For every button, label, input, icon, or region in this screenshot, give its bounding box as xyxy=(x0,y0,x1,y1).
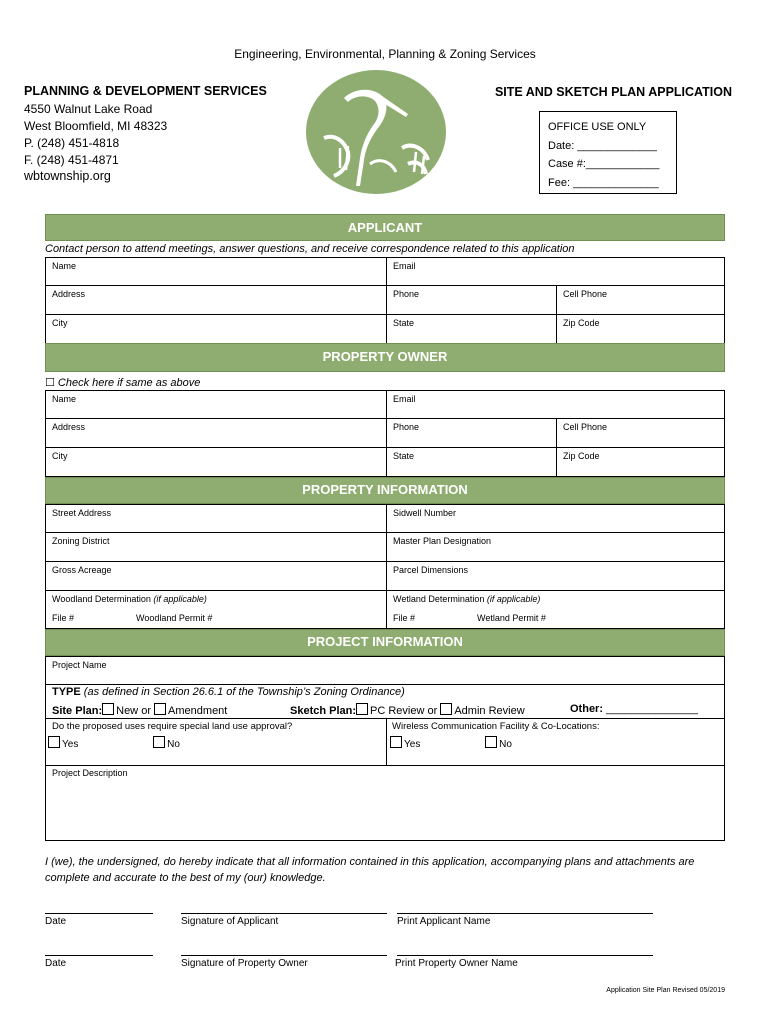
type-note: (as defined in Section 26.6.1 of the Township’s Zoning Ordinance) xyxy=(83,686,405,698)
section-property-owner: PROPERTY OWNER xyxy=(45,343,725,372)
special-use-options xyxy=(48,736,180,750)
address-line-1: 4550 Walnut Lake Road xyxy=(24,102,153,116)
zoning-district-field[interactable] xyxy=(46,533,386,561)
wireless-no-checkbox[interactable] xyxy=(485,736,497,748)
property-row-3 xyxy=(45,562,725,591)
admin-review-label: Admin Review xyxy=(454,705,525,717)
applicant-row-city xyxy=(45,315,725,344)
website-line: wbtownship.org xyxy=(24,169,111,183)
phone-line: P. (248) 451-4818 xyxy=(24,136,120,150)
owner-email-field[interactable] xyxy=(386,391,724,418)
zoning-district-label: Zoning District xyxy=(52,536,110,546)
owner-email-label: Email xyxy=(393,394,416,404)
section-property-information: PROPERTY INFORMATION xyxy=(45,477,725,504)
applicant-address-field[interactable] xyxy=(46,286,386,314)
sidwell-number-label: Sidwell Number xyxy=(393,508,457,518)
master-plan-field[interactable] xyxy=(386,533,724,561)
wireless-options xyxy=(390,736,512,750)
special-use-question: Do the proposed uses require special land use approval? xyxy=(52,721,293,732)
applicant-signature-label: Signature of Applicant xyxy=(181,916,279,927)
admin-review-checkbox[interactable] xyxy=(440,703,452,715)
applicant-zip-field[interactable] xyxy=(556,315,724,343)
pc-review-label: PC Review xyxy=(370,705,425,717)
date-2-line[interactable] xyxy=(45,955,153,956)
gross-acreage-field[interactable] xyxy=(46,562,386,590)
owner-state-label: State xyxy=(393,451,415,461)
applicant-email-field[interactable] xyxy=(386,258,724,285)
sidwell-number-field[interactable] xyxy=(386,505,724,532)
project-row-name xyxy=(45,656,725,685)
applicant-phone-label: Phone xyxy=(393,289,420,299)
declaration-text: I (we), the undersigned, do hereby indicate that all information contained in this application, accompanying plans and attachments are complete and accurate to the best of my (our) knowledge. xyxy=(45,856,695,884)
wireless-yes-checkbox[interactable] xyxy=(390,736,402,748)
owner-signature-label: Signature of Property Owner xyxy=(181,958,308,969)
owner-state-field[interactable] xyxy=(386,448,556,476)
woodland-determination-field[interactable] xyxy=(46,591,386,628)
owner-zip-label: Zip Code xyxy=(563,451,600,461)
or-label-2: or xyxy=(427,705,438,717)
applicant-name-label: Name xyxy=(52,261,77,271)
project-description-label: Project Description xyxy=(52,768,128,778)
other-line[interactable] xyxy=(570,703,698,715)
application-title: SITE AND SKETCH PLAN APPLICATION xyxy=(494,85,732,99)
owner-row-address xyxy=(45,419,725,448)
org-name: PLANNING & DEVELOPMENT SERVICES xyxy=(24,84,267,98)
parcel-dimensions-field[interactable] xyxy=(386,562,724,590)
special-use-yes-checkbox[interactable] xyxy=(48,736,60,748)
section-project-information: PROJECT INFORMATION xyxy=(45,629,725,656)
site-plan-label: Site Plan: xyxy=(52,705,103,717)
parcel-dimensions-label: Parcel Dimensions xyxy=(393,565,469,575)
woodland-determination-label: Woodland Determination xyxy=(52,594,151,604)
owner-cell-label: Cell Phone xyxy=(563,422,608,432)
applicant-state-label: State xyxy=(393,318,415,328)
wetland-file-label: File # xyxy=(393,613,416,623)
project-description-row xyxy=(45,766,725,841)
sketch-plan-label: Sketch Plan: xyxy=(290,705,357,717)
woodland-permit-label: Woodland Permit # xyxy=(136,613,213,623)
applicant-signature-line[interactable] xyxy=(181,913,387,914)
applicant-cell-field[interactable] xyxy=(556,286,724,314)
owner-name-field[interactable] xyxy=(46,391,386,418)
woodland-determination-note: (if applicable) xyxy=(153,594,207,604)
new-label: New xyxy=(116,705,139,717)
wetland-determination-label: Wetland Determination xyxy=(393,594,485,604)
office-use-date: Date: _____________ xyxy=(548,139,657,152)
other-blank: _______________ xyxy=(606,703,698,715)
owner-city-label: City xyxy=(52,451,68,461)
or-label-1: or xyxy=(141,705,151,717)
applicant-address-label: Address xyxy=(52,289,86,299)
section-applicant: APPLICANT xyxy=(45,214,725,241)
special-use-no-label: No xyxy=(167,739,180,750)
wetland-determination-note: (if applicable) xyxy=(486,594,541,604)
owner-city-field[interactable] xyxy=(46,448,386,476)
master-plan-label: Master Plan Designation xyxy=(393,536,492,546)
wireless-no-label: No xyxy=(499,739,512,750)
applicant-phone-field[interactable] xyxy=(386,286,556,314)
applicant-note: Contact person to attend meetings, answer questions, and receive correspondence related to this application xyxy=(45,243,575,255)
type-vertical-divider xyxy=(386,718,387,765)
special-use-no-checkbox[interactable] xyxy=(153,736,165,748)
owner-zip-field[interactable] xyxy=(556,448,724,476)
date-1-label: Date xyxy=(45,916,67,927)
owner-cell-field[interactable] xyxy=(556,419,724,447)
office-use-case: Case #:____________ xyxy=(548,158,660,170)
applicant-zip-label: Zip Code xyxy=(563,318,600,328)
new-checkbox[interactable] xyxy=(102,703,114,715)
wetland-determination-field[interactable] xyxy=(386,591,724,628)
site-plan-line xyxy=(52,703,227,717)
date-2-label: Date xyxy=(45,958,67,969)
applicant-city-field[interactable] xyxy=(46,315,386,343)
owner-row-city xyxy=(45,448,725,477)
property-row-4 xyxy=(45,591,725,629)
office-use-title: OFFICE USE ONLY xyxy=(548,121,647,133)
applicant-cell-label: Cell Phone xyxy=(563,289,608,299)
applicant-name-field[interactable] xyxy=(46,258,386,285)
wetland-permit-label: Wetland Permit # xyxy=(477,613,546,623)
woodland-file-label: File # xyxy=(52,613,75,623)
project-description-field[interactable] xyxy=(46,766,724,840)
gross-acreage-label: Gross Acreage xyxy=(52,565,112,575)
owner-phone-label: Phone xyxy=(393,422,420,432)
office-use-box xyxy=(539,111,677,194)
owner-name-label: Name xyxy=(52,394,77,404)
applicant-print-line[interactable] xyxy=(397,913,653,914)
applicant-state-field[interactable] xyxy=(386,315,556,343)
owner-print-line[interactable] xyxy=(397,955,653,956)
owner-same-checkbox[interactable]: ☐ Check here if same as above xyxy=(45,377,201,389)
owner-print-label: Print Property Owner Name xyxy=(395,958,518,969)
footer-revision: Application Site Plan Revised 05/2019 xyxy=(606,987,725,994)
header-top-line: Engineering, Environmental, Planning & Zoning Services xyxy=(234,47,536,61)
pc-review-checkbox[interactable] xyxy=(356,703,368,715)
project-name-label: Project Name xyxy=(52,660,107,670)
type-heading xyxy=(52,686,405,698)
applicant-row-name xyxy=(45,257,725,286)
wireless-yes-label: Yes xyxy=(404,739,421,750)
office-use-fee: Fee: ______________ xyxy=(548,176,659,189)
owner-address-label: Address xyxy=(52,422,86,432)
amendment-label: Amendment xyxy=(168,705,228,717)
date-1-line[interactable] xyxy=(45,913,153,914)
street-address-label: Street Address xyxy=(52,508,112,518)
amendment-checkbox[interactable] xyxy=(154,703,166,715)
property-row-1 xyxy=(45,504,725,533)
applicant-email-label: Email xyxy=(393,261,416,271)
owner-address-field[interactable] xyxy=(46,419,386,447)
project-name-field[interactable] xyxy=(46,657,724,684)
type-divider xyxy=(46,718,724,719)
property-row-2 xyxy=(45,533,725,562)
address-line-2: West Bloomfield, MI 48323 xyxy=(24,119,168,133)
owner-signature-line[interactable] xyxy=(181,955,387,956)
owner-row-name xyxy=(45,390,725,419)
applicant-print-label: Print Applicant Name xyxy=(397,916,491,927)
street-address-field[interactable] xyxy=(46,505,386,532)
type-label: TYPE xyxy=(52,686,81,698)
heron-logo-icon xyxy=(304,68,448,196)
fax-line: F. (248) 451-4871 xyxy=(24,153,119,167)
other-label: Other: xyxy=(570,703,603,715)
sketch-plan-line xyxy=(290,703,525,717)
project-type-block xyxy=(45,685,725,766)
wireless-question: Wireless Communication Facility & Co-Locations: xyxy=(392,721,600,732)
owner-phone-field[interactable] xyxy=(386,419,556,447)
special-use-yes-label: Yes xyxy=(62,739,79,750)
applicant-city-label: City xyxy=(52,318,68,328)
applicant-row-address xyxy=(45,286,725,315)
